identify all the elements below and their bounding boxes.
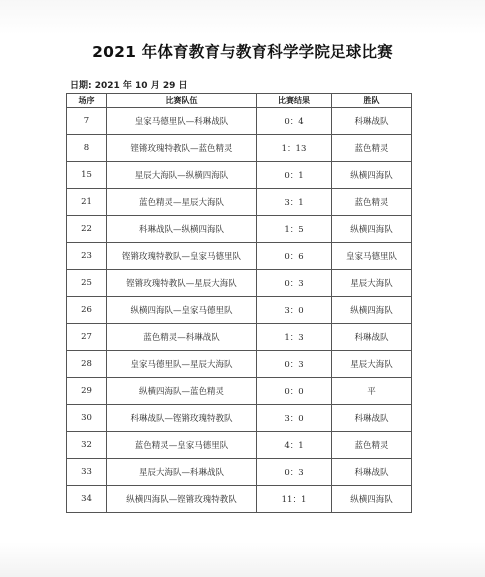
match-score: 0：3 [257,270,332,297]
match-teams: 纵横四海队—皇家马德里队 [107,297,257,324]
match-number: 15 [67,162,107,189]
match-teams: 科琳战队—铿锵玫瑰特教队 [107,405,257,432]
table-row [67,108,412,135]
match-teams: 蓝色精灵—科琳战队 [107,324,257,351]
match-teams: 铿锵玫瑰特教队—蓝色精灵 [107,135,257,162]
match-winner: 科琳战队 [332,459,412,486]
match-teams: 铿锵玫瑰特教队—星辰大海队 [107,270,257,297]
header-winner: 胜队 [332,94,412,108]
match-teams: 铿锵玫瑰特教队—皇家马德里队 [107,243,257,270]
table-row [67,351,412,378]
match-number: 22 [67,216,107,243]
match-winner: 星辰大海队 [332,351,412,378]
match-winner: 纵横四海队 [332,216,412,243]
match-winner: 蓝色精灵 [332,189,412,216]
table-header [67,94,412,108]
match-teams: 纵横四海队—铿锵玫瑰特教队 [107,486,257,513]
match-number: 32 [67,432,107,459]
match-winner: 科琳战队 [332,405,412,432]
match-number: 29 [67,378,107,405]
match-teams: 星辰大海队—纵横四海队 [107,162,257,189]
match-score: 4：1 [257,432,332,459]
match-number: 26 [67,297,107,324]
table-row [67,405,412,432]
match-score: 3：1 [257,189,332,216]
match-score: 0：1 [257,162,332,189]
match-number: 30 [67,405,107,432]
match-number: 33 [67,459,107,486]
match-teams: 科琳战队—纵横四海队 [107,216,257,243]
match-winner: 蓝色精灵 [332,432,412,459]
header-match-number: 场序 [67,94,107,108]
match-number: 8 [67,135,107,162]
match-teams: 星辰大海队—科琳战队 [107,459,257,486]
match-winner: 蓝色精灵 [332,135,412,162]
header-teams: 比赛队伍 [107,94,257,108]
match-score: 1：5 [257,216,332,243]
match-number: 27 [67,324,107,351]
match-score: 3：0 [257,297,332,324]
match-winner: 纵横四海队 [332,297,412,324]
match-teams: 皇家马德里队—星辰大海队 [107,351,257,378]
match-winner: 科琳战队 [332,108,412,135]
match-winner: 星辰大海队 [332,270,412,297]
match-teams: 蓝色精灵—星辰大海队 [107,189,257,216]
match-score: 0：4 [257,108,332,135]
table-row [67,324,412,351]
table-row [67,135,412,162]
match-winner: 平 [332,378,412,405]
match-number: 34 [67,486,107,513]
match-number: 25 [67,270,107,297]
match-teams: 纵横四海队—蓝色精灵 [107,378,257,405]
table-row [67,486,412,513]
table-row [67,189,412,216]
match-number: 7 [67,108,107,135]
table-row [67,297,412,324]
table-row [67,216,412,243]
match-number: 28 [67,351,107,378]
results-table [66,93,412,513]
match-score: 0：6 [257,243,332,270]
match-winner: 皇家马德里队 [332,243,412,270]
match-winner: 纵横四海队 [332,486,412,513]
match-score: 0：3 [257,459,332,486]
match-winner: 科琳战队 [332,324,412,351]
table-row [67,270,412,297]
match-teams: 皇家马德里队—科琳战队 [107,108,257,135]
match-winner: 纵横四海队 [332,162,412,189]
table-row [67,162,412,189]
table-row [67,378,412,405]
match-score: 3：0 [257,405,332,432]
match-number: 21 [67,189,107,216]
match-teams: 蓝色精灵—皇家马德里队 [107,432,257,459]
table-row [67,459,412,486]
match-number: 23 [67,243,107,270]
match-score: 0：3 [257,351,332,378]
match-score: 1：13 [257,135,332,162]
header-score: 比赛结果 [257,94,332,108]
table-row [67,243,412,270]
document-title: 2021 年体育教育与教育科学学院足球比赛 [92,43,393,61]
header-row [67,94,412,108]
match-score: 1：3 [257,324,332,351]
table-row [67,432,412,459]
match-score: 11：1 [257,486,332,513]
match-date: 日期: 2021 年 10 月 29 日 [70,81,188,91]
match-score: 0：0 [257,378,332,405]
table-body [67,108,412,513]
